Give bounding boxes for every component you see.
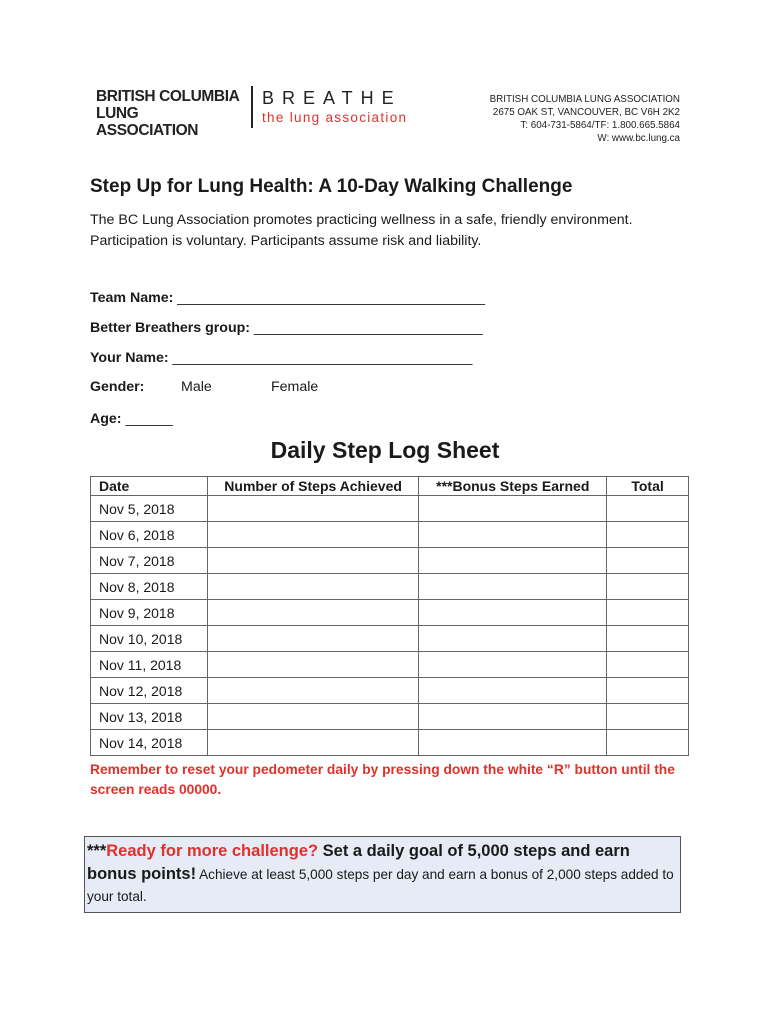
table-row <box>91 522 689 548</box>
steps-cell[interactable] <box>207 652 419 678</box>
age-field[interactable] <box>90 411 173 427</box>
table-row <box>91 600 689 626</box>
age-line[interactable]: ______ <box>125 411 173 427</box>
steps-cell[interactable] <box>207 600 419 626</box>
gender-label: Gender: <box>90 379 145 395</box>
team-name-label: Team Name: <box>90 290 174 306</box>
bonus-lead: Ready for more challenge? <box>106 842 319 860</box>
total-cell[interactable] <box>607 678 689 704</box>
steps-cell[interactable] <box>207 574 419 600</box>
bonus-cell[interactable] <box>419 730 607 756</box>
steps-cell[interactable] <box>207 678 419 704</box>
gender-female-option[interactable]: Female <box>271 379 319 395</box>
table-row <box>91 652 689 678</box>
your-name-field[interactable] <box>90 350 472 366</box>
steps-cell[interactable] <box>207 548 419 574</box>
date-cell: Nov 10, 2018 <box>91 626 208 652</box>
logo-divider <box>251 86 253 128</box>
date-cell: Nov 13, 2018 <box>91 704 208 730</box>
log-title: Daily Step Log Sheet <box>270 437 500 463</box>
date-cell: Nov 8, 2018 <box>91 574 208 600</box>
org-phone: T: 604-731-5864/TF: 1.800.665.5864 <box>520 120 680 131</box>
bonus-cell[interactable] <box>419 548 607 574</box>
table-header-row <box>91 477 689 496</box>
your-name-label: Your Name: <box>90 350 169 366</box>
bonus-cell[interactable] <box>419 704 607 730</box>
age-label: Age: <box>90 411 122 427</box>
intro-text: The BC Lung Association promotes practicing wellness in a safe, friendly environment. Participation is voluntary. Participants assume risk and liability. <box>90 212 633 249</box>
steps-cell[interactable] <box>207 496 419 522</box>
table-row <box>91 574 689 600</box>
table-row <box>91 496 689 522</box>
date-cell: Nov 9, 2018 <box>91 600 208 626</box>
bonus-goal: Set a daily goal of 5,000 steps and earn bonus points! <box>87 842 630 883</box>
bonus-callout <box>84 836 681 913</box>
breathe-tagline: the lung association <box>262 110 408 125</box>
steps-cell[interactable] <box>207 626 419 652</box>
page-title: Step Up for Lung Health: A 10-Day Walking Challenge <box>90 176 573 197</box>
date-cell: Nov 14, 2018 <box>91 730 208 756</box>
date-cell: Nov 11, 2018 <box>91 652 208 678</box>
bonus-cell[interactable] <box>419 522 607 548</box>
col-bonus: ***Bonus Steps Earned <box>419 477 607 496</box>
reset-reminder: Remember to reset your pedometer daily by pressing down the white “R” button until the screen reads 00000. <box>90 762 675 797</box>
team-name-line[interactable]: _______________________________________ <box>177 290 486 306</box>
logo-line-2: LUNG ASSOCIATION <box>96 105 199 139</box>
total-cell[interactable] <box>607 626 689 652</box>
total-cell[interactable] <box>607 652 689 678</box>
org-web: W: www.bc.lung.ca <box>597 133 680 144</box>
bonus-cell[interactable] <box>419 574 607 600</box>
steps-cell[interactable] <box>207 704 419 730</box>
group-field[interactable] <box>90 320 483 336</box>
table-row <box>91 678 689 704</box>
bonus-cell[interactable] <box>419 626 607 652</box>
group-line[interactable]: _____________________________ <box>254 320 483 336</box>
col-date: Date <box>91 477 208 496</box>
table-row <box>91 626 689 652</box>
gender-male-option[interactable]: Male <box>181 379 212 395</box>
total-cell[interactable] <box>607 704 689 730</box>
table-row <box>91 730 689 756</box>
date-cell: Nov 7, 2018 <box>91 548 208 574</box>
table-row <box>91 704 689 730</box>
total-cell[interactable] <box>607 522 689 548</box>
contact-block <box>490 93 680 145</box>
bonus-cell[interactable] <box>419 678 607 704</box>
breathe-wordmark: BREATHE <box>262 88 402 108</box>
total-cell[interactable] <box>607 548 689 574</box>
org-address: 2675 OAK ST, VANCOUVER, BC V6H 2K2 <box>492 107 680 118</box>
col-total: Total <box>607 477 689 496</box>
total-cell[interactable] <box>607 600 689 626</box>
bonus-detail: Achieve at least 5,000 steps per day and earn a bonus of 2,000 steps added to your total. <box>87 867 674 904</box>
date-cell: Nov 6, 2018 <box>91 522 208 548</box>
bc-lung-logo <box>96 88 242 139</box>
date-cell: Nov 5, 2018 <box>91 496 208 522</box>
total-cell[interactable] <box>607 730 689 756</box>
bonus-cell[interactable] <box>419 652 607 678</box>
bonus-cell[interactable] <box>419 600 607 626</box>
org-name: BRITISH COLUMBIA LUNG ASSOCIATION <box>489 94 680 105</box>
col-steps: Number of Steps Achieved <box>207 477 419 496</box>
table-row <box>91 548 689 574</box>
your-name-line[interactable]: ______________________________________ <box>172 350 473 366</box>
bonus-cell[interactable] <box>419 496 607 522</box>
breathe-logo <box>262 88 407 125</box>
team-name-field[interactable] <box>90 290 485 306</box>
steps-cell[interactable] <box>207 730 419 756</box>
logo-line-1: BRITISH COLUMBIA <box>96 88 240 105</box>
bonus-stars: *** <box>87 842 107 860</box>
date-cell: Nov 12, 2018 <box>91 678 208 704</box>
group-label: Better Breathers group: <box>90 320 251 336</box>
total-cell[interactable] <box>607 574 689 600</box>
steps-cell[interactable] <box>207 522 419 548</box>
total-cell[interactable] <box>607 496 689 522</box>
step-log-table <box>90 476 689 756</box>
